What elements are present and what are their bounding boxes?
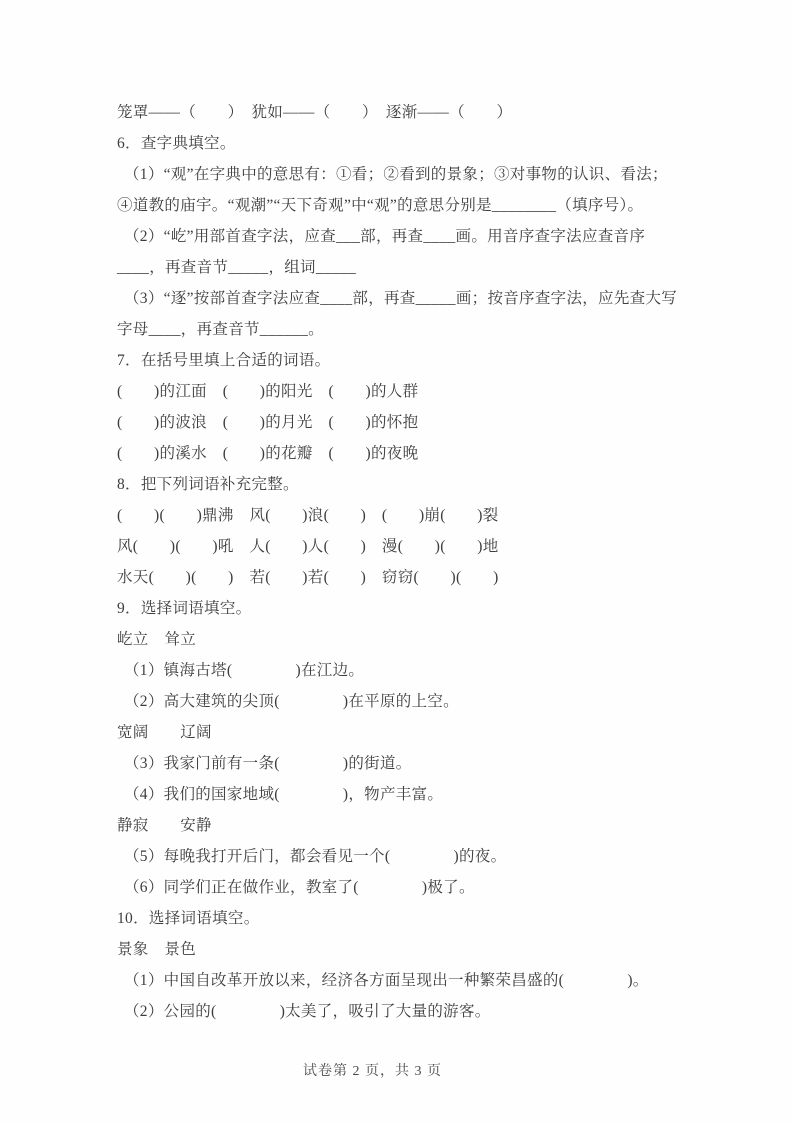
question-9-item-5: （5）每晚我打开后门，都会看见一个( )的夜。 — [124, 848, 507, 865]
question-9-item-4: （4）我们的国家地域( )，物产丰富。 — [124, 786, 444, 803]
page-content — [117, 97, 682, 1027]
page-number-footer: 试卷第 2 页，共 3 页 — [303, 1064, 442, 1079]
synonym-fill-line: 笼罩——（ ） 犹如——（ ） 逐渐——（ ） — [117, 104, 513, 121]
question-9-word-pair-2: 宽阔 辽阔 — [117, 724, 212, 741]
question-9-item-1: （1）镇海古塔( )在江边。 — [124, 662, 365, 679]
question-8-row-2: 风( )( )吼 人( )人( ) 漫( )( )地 — [117, 538, 499, 555]
question-7-row-1: ( )的江面 ( )的阳光 ( )的人群 — [117, 383, 419, 400]
question-10-title: 10．选择词语填空。 — [117, 910, 260, 927]
question-10-word-pair: 景象 景色 — [117, 941, 197, 958]
question-9-title: 9．选择词语填空。 — [117, 600, 252, 617]
question-8-row-1: ( )( )鼎沸 风( )浪( ) ( )崩( )裂 — [117, 507, 499, 524]
question-8-title: 8．把下列词语补充完整。 — [117, 476, 299, 493]
question-6-part-2: （2）“屹”用部首查字法，应查___部，再查____画。用音序查字法应查音序____，再查音节_____，组词_____ — [117, 228, 646, 276]
question-9-item-6: （6）同学们正在做作业，教室了( )极了。 — [124, 879, 475, 896]
question-6-title: 6．查字典填空。 — [117, 135, 236, 152]
question-7-row-3: ( )的溪水 ( )的花瓣 ( )的夜晚 — [117, 445, 419, 462]
question-9-word-pair-3: 静寂 安静 — [117, 817, 212, 834]
question-6-part-3: （3）“逐”按部首查字法应查____部，再查_____画；按音序查字法，应先查大写字母____，再查音节______。 — [117, 290, 678, 338]
question-9-item-2: （2）高大建筑的尖顶( )在平原的上空。 — [124, 693, 459, 710]
question-6-part-1: （1）“观”在字典中的意思有：①看；②看到的景象；③对事物的认识、看法；④道教的庙宇。“观潮”“天下奇观”中“观”的意思分别是________（填序号）。 — [117, 166, 668, 214]
question-10-item-2: （2）公园的( )太美了，吸引了大量的游客。 — [124, 1003, 491, 1020]
question-7-row-2: ( )的波浪 ( )的月光 ( )的怀抱 — [117, 414, 419, 431]
question-9-item-3: （3）我家门前有一条( )的街道。 — [124, 755, 412, 772]
question-9-word-pair-1: 屹立 耸立 — [117, 631, 197, 648]
question-7-title: 7．在括号里填上合适的词语。 — [117, 352, 331, 369]
question-8-row-3: 水天( )( ) 若( )若( ) 窃窃( )( ) — [117, 569, 499, 586]
question-10-item-1: （1）中国自改革开放以来，经济各方面呈现出一种繁荣昌盛的( )。 — [124, 972, 649, 989]
